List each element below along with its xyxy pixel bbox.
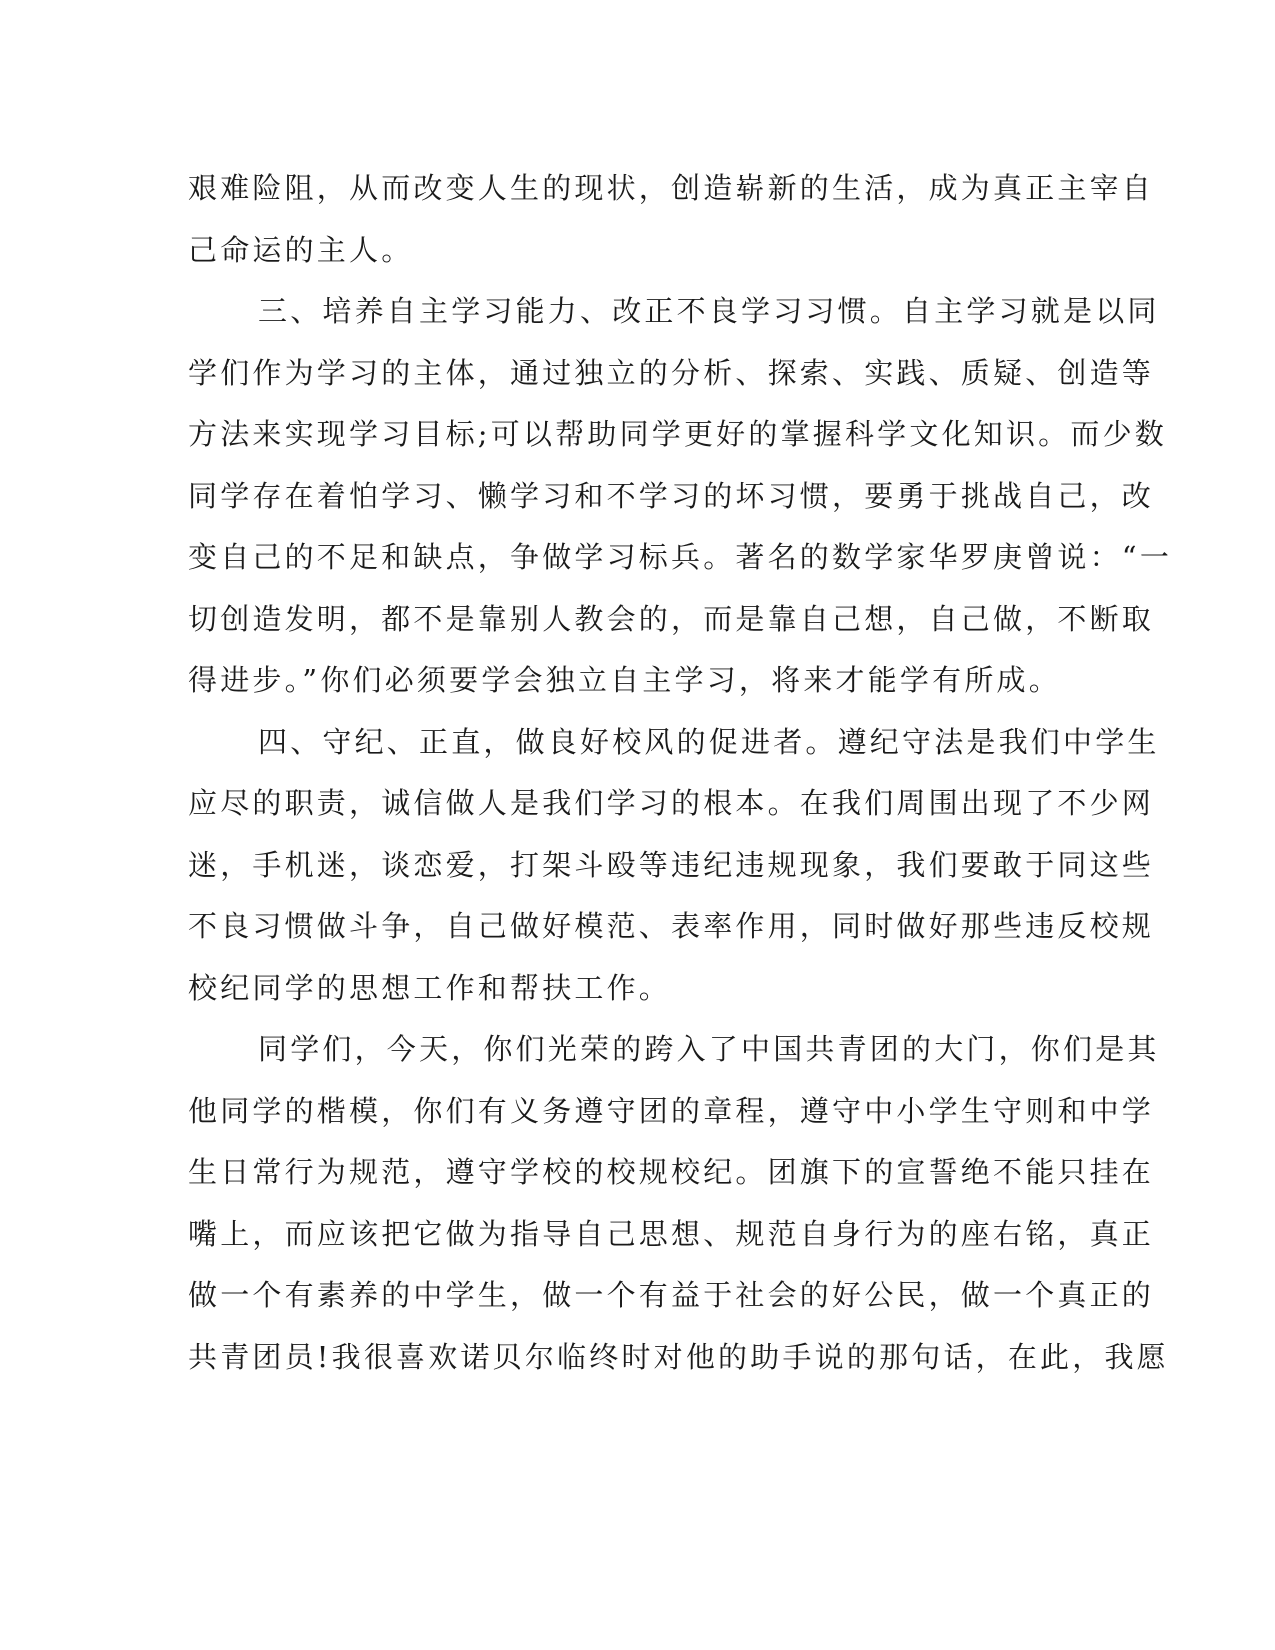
text-line: 己命运的主人。 <box>188 232 414 267</box>
paragraph-start-line: 同学们，今天，你们光荣的跨入了中国共青团的大门，你们是其 <box>258 1032 1160 1066</box>
paragraph-start-line: 三、培养自主学习能力、改正不良学习习惯。自主学习就是以同 <box>258 294 1160 328</box>
text-line: 方法来实现学习目标;可以帮助同学更好的掌握科学文化知识。而少数 <box>188 417 1167 451</box>
text-line: 他同学的楷模，你们有义务遵守团的章程，遵守中小学生守则和中学 <box>188 1093 1155 1128</box>
text-line: 艰难险阻，从而改变人生的现状，创造崭新的生活，成为真正主宰自 <box>188 171 1155 205</box>
text-line: 同学存在着怕学习、懒学习和不学习的坏习惯，要勇于挑战自己，改 <box>188 478 1155 513</box>
text-line: 共青团员!我很喜欢诺贝尔临终时对他的助手说的那句话，在此，我愿 <box>188 1339 1169 1374</box>
text-line: 得进步。”你们必须要学会独立自主学习，将来才能学有所成。 <box>188 663 1061 697</box>
text-line: 迷，手机迷，谈恋爱，打架斗殴等违纪违规现象，我们要敢于同这些 <box>188 847 1155 882</box>
text-line: 切创造发明，都不是靠别人教会的，而是靠自己想，自己做，不断取 <box>188 601 1155 636</box>
text-line: 学们作为学习的主体，通过独立的分析、探索、实践、质疑、创造等 <box>188 355 1155 390</box>
text-line: 变自己的不足和缺点，争做学习标兵。著名的数学家华罗庚曾说：“一 <box>188 540 1173 574</box>
body-text <box>188 158 1173 1388</box>
text-line: 嘴上，而应该把它做为指导自己思想、规范自身行为的座右铭，真正 <box>188 1216 1155 1251</box>
paragraph-start-line: 四、守纪、正直，做良好校风的促进者。遵纪守法是我们中学生 <box>258 724 1160 759</box>
text-line: 做一个有素养的中学生，做一个有益于社会的好公民，做一个真正的 <box>188 1278 1155 1312</box>
text-line: 校纪同学的思想工作和帮扶工作。 <box>188 970 672 1005</box>
text-line: 应尽的职责，诚信做人是我们学习的根本。在我们周围出现了不少网 <box>188 786 1155 820</box>
text-line: 不良习惯做斗争，自己做好模范、表率作用，同时做好那些违反校规 <box>188 909 1155 943</box>
text-line: 生日常行为规范，遵守学校的校规校纪。团旗下的宣誓绝不能只挂在 <box>188 1155 1155 1189</box>
